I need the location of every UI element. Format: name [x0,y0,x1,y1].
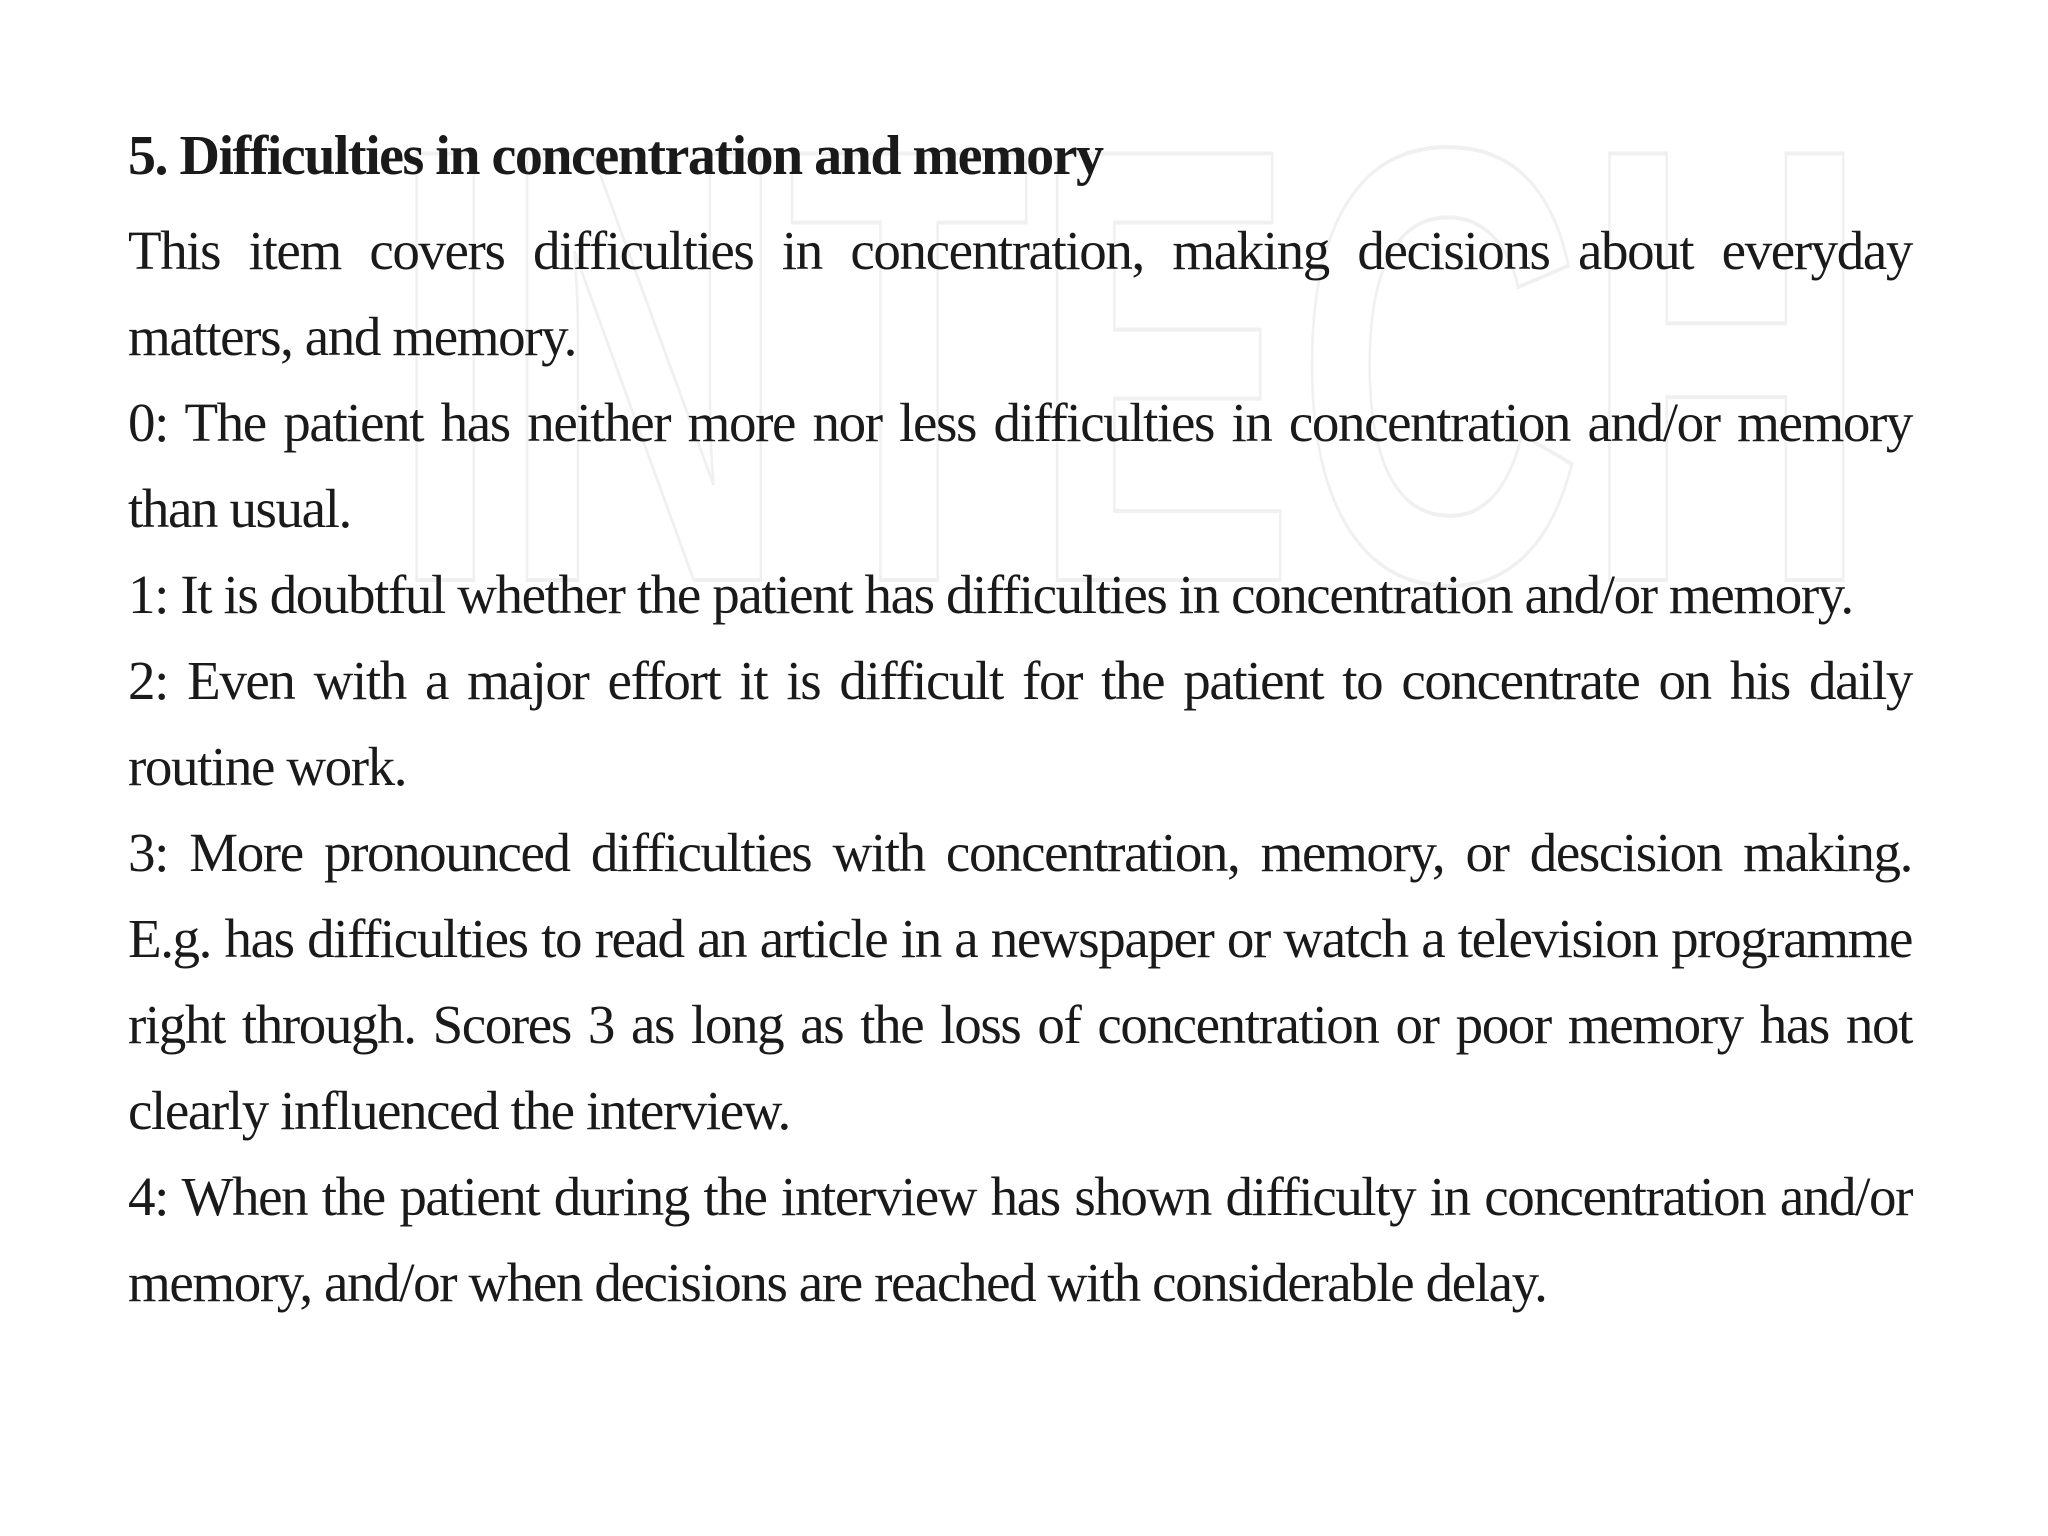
section-title: 5. Difficulties in concentration and memory [128,125,1103,187]
score-item-4: 4: When the patient during the interview has shown difficulty in concentration and/or memory, and/or when decisions are reached with considerable delay. [128,1166,1912,1313]
section-intro: This item covers difficulties in concentration, making decisions about everyday matters, and memory. [128,220,1912,367]
watermark-text: INTECH [390,60,1870,620]
score-item-1: 1: It is doubtful whether the patient has difficulties in concentration and/or memory. [128,564,1853,625]
score-item-2: 2: Even with a major effort it is difficult for the patient to concentrate on his daily routine work. [128,650,1912,797]
score-item-0: 0: The patient has neither more nor less difficulties in concentration and/or memory than usual. [128,392,1912,539]
score-item-3: 3: More pronounced difficulties with concentration, memory, or descision making. E.g. has difficulties to read an article in a newspaper or watch a television programme right through. Scores 3 as long as the loss of concentration or poor memory has not clearly influenced the interview. [128,822,1912,1141]
document-content [128,120,1912,1326]
